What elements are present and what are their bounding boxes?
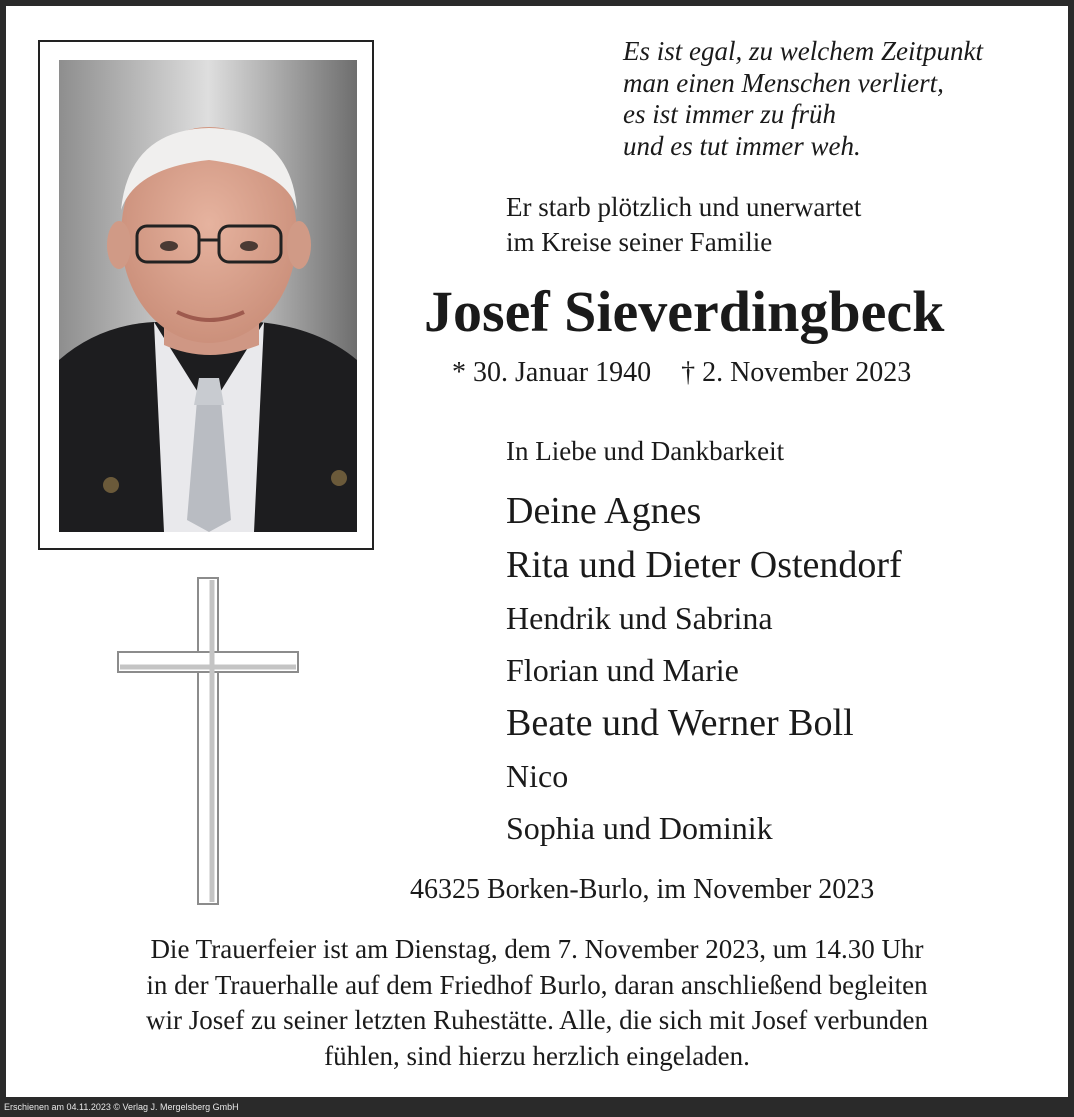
publication-footer: Erschienen am 04.11.2023 © Verlag J. Mergelsberg GmbH [4,1102,239,1112]
mourner-name: Hendrik und Sabrina [506,600,773,636]
quote [623,36,1063,162]
death-date: † 2. November 2023 [681,357,912,388]
life-dates [452,356,911,390]
ceremony-line: wir Josef zu seiner letzten Ruhestätte. Alle, die sich mit Josef verbunden [145,1005,929,1035]
birth-date: * 30. Januar 1940 [452,357,652,388]
quote-line: und es tut immer weh. [623,130,861,161]
ceremony-info [6,932,1068,1074]
mourner-name: Sophia und Dominik [506,810,773,846]
mourner-name: Beate und Werner Boll [506,702,854,744]
deceased-name: Josef Sieverdingbeck [424,279,945,344]
ceremony-line: fühlen, sind hierzu herzlich eingeladen. [324,1040,750,1071]
quote-line: man einen Menschen verliert, [623,67,944,98]
place-and-date: 46325 Borken-Burlo, im November 2023 [410,874,875,905]
ceremony-line: Die Trauerfeier ist am Dienstag, dem 7. November 2023, um 14.30 Uhr [150,934,924,964]
ceremony-line: in der Trauerhalle auf dem Friedhof Burlo, daran anschließend begleiten [146,969,928,1000]
quote-line: Es ist egal, zu welchem Zeitpunkt [623,36,983,66]
mourner-name: Rita und Dieter Ostendorf [506,544,902,586]
cross-icon [116,576,300,906]
mourner-name: Nico [506,758,569,794]
mourners-list [506,484,902,854]
mourner-name: Florian und Marie [506,652,739,688]
quote-line: es ist immer zu früh [623,99,837,129]
intro-line: im Kreise seiner Familie [506,227,773,257]
mourners-heading: In Liebe und Dankbarkeit [506,436,785,466]
intro-line: Er starb plötzlich und unerwartet [506,192,862,222]
intro-text [506,190,861,260]
mourner-name: Deine Agnes [506,490,702,532]
obituary-notice [6,6,1068,1097]
